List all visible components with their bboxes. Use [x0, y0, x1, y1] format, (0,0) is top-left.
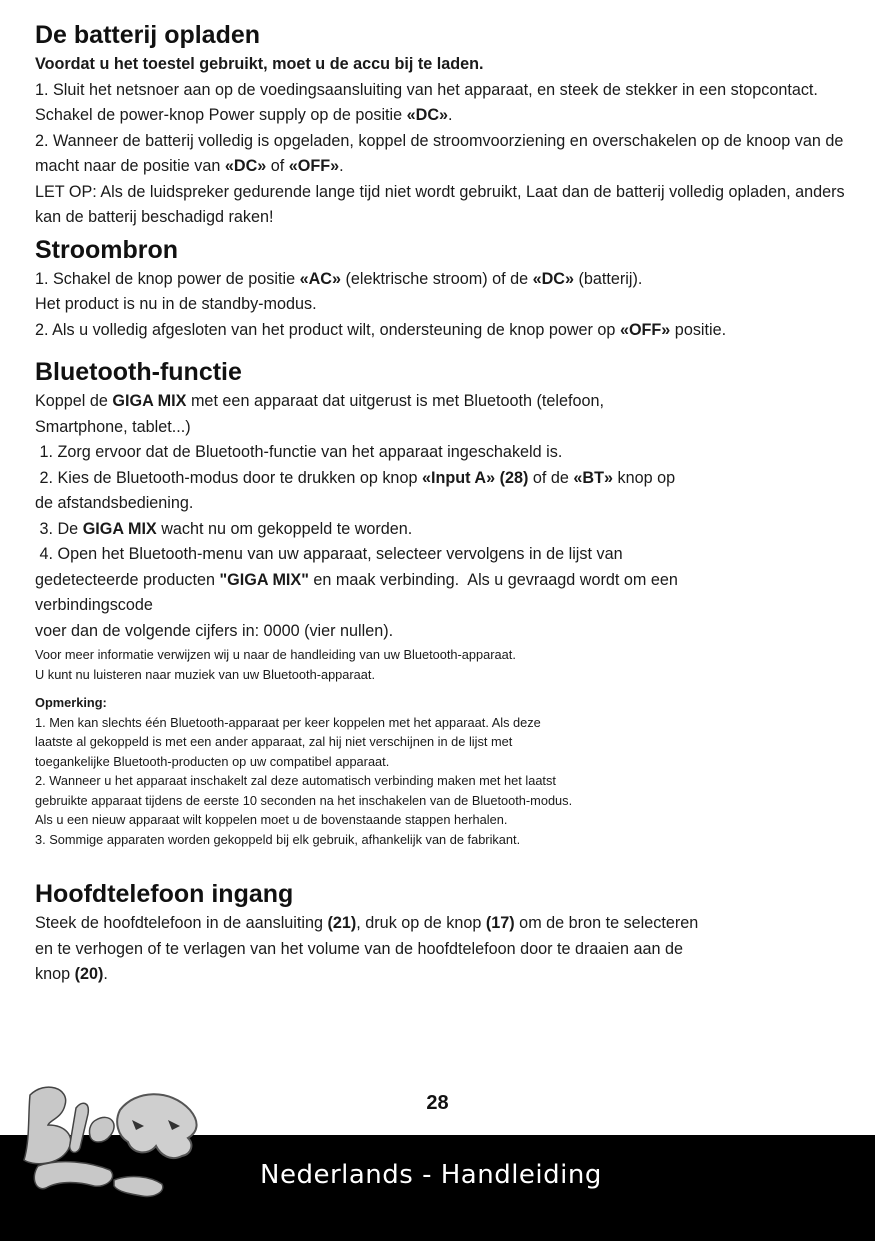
footer-title: Nederlands - Handleiding [260, 1160, 602, 1190]
section-title: Bluetooth-functie [35, 358, 242, 386]
bt-step-4: 4. Open het Bluetooth-menu van uw apparaat, selecteer vervolgens in de lijst van [35, 545, 623, 563]
note-line: laatste al gekoppeld is met een ander apparaat, zal hij niet verschijnen in de lijst met [35, 734, 513, 749]
panther-head-icon [117, 1094, 196, 1158]
note-line: toegankelijke Bluetooth-producten op uw compatibel apparaat. [35, 753, 390, 769]
note-line: 1. Men kan slechts één Bluetooth-apparaat per keer koppelen met het apparaat. Als deze [35, 714, 541, 730]
note-title: Opmerking: [35, 695, 107, 710]
bt-step-4-code: verbindingscode [35, 596, 153, 614]
battery-step-1: 1. Sluit het netsnoer aan op de voedingsaansluiting van het apparaat, en steek de stekker in een stopcontact. Schakel de power-knop Power supply op de positie «DC». [35, 80, 818, 124]
bt-step-2-cont: de afstandsbediening. [35, 494, 194, 512]
bt-step-1: 1. Zorg ervoor dat de Bluetooth-functie van het apparaat ingeschakeld is. [35, 443, 563, 461]
bt-note [35, 693, 865, 849]
hp-line-2: en te verhogen of te verlagen van het volume van de hoofdtelefoon door te draaien aan de [35, 939, 683, 958]
bt-info-line: U kunt nu luisteren naar muziek van uw Bluetooth-apparaat. [35, 666, 376, 682]
bt-step-3: 3. De GIGA MIX wacht nu om gekoppeld te worden. [35, 519, 413, 538]
black-panther-city-logo [10, 1070, 210, 1210]
section-battery-charging [35, 18, 865, 231]
section-power-source [35, 233, 865, 344]
section-headphone [35, 877, 865, 988]
battery-step-2: 2. Wanneer de batterij volledig is opgeladen, koppel de stroomvoorziening en overschakelen op de knoop van de macht naar de positie van «DC» of «OFF». [35, 131, 844, 175]
note-line: Als u een nieuw apparaat wilt koppelen moet u de bovenstaande stappen herhalen. [35, 812, 508, 827]
bt-step-4-cont: gedetecteerde producten "GIGA MIX" en maak verbinding. Als u gevraagd wordt om een [35, 570, 678, 589]
section-title: De batterij opladen [35, 21, 261, 49]
hp-line-3: knop (20). [35, 965, 108, 983]
power-step-1: 1. Schakel de knop power de positie «AC» (elektrische stroom) of de «DC» (batterij). [35, 269, 643, 288]
section-bluetooth [35, 355, 865, 849]
power-standby: Het product is nu in de standby-modus. [35, 295, 317, 313]
manual-content [35, 18, 865, 988]
note-line: 2. Wanneer u het apparaat inschakelt zal deze automatisch verbinding maken met het laatst [35, 773, 556, 788]
bt-intro-2: Smartphone, tablet...) [35, 417, 191, 436]
bt-info [35, 645, 865, 684]
power-step-2: 2. Als u volledig afgesloten van het product wilt, ondersteuning de knop power op «OFF» positie. [35, 320, 727, 339]
note-line: 3. Sommige apparaten worden gekoppeld bij elk gebruik, afhankelijk van de fabrikant. [35, 831, 521, 847]
battery-subtitle: Voordat u het toestel gebruikt, moet u de accu bij te laden. [35, 55, 484, 73]
page-number: 28 [426, 1092, 449, 1114]
section-title: Hoofdtelefoon ingang [35, 880, 294, 908]
battery-warning: LET OP: Als de luidspreker gedurende lange tijd niet wordt gebruikt, Laat dan de batterij volledig opladen, anders kan de batterij beschadigd raken! [35, 182, 845, 226]
hp-line-1: Steek de hoofdtelefoon in de aansluiting (21), druk op de knop (17) om de bron te selecteren [35, 914, 699, 932]
bt-intro: Koppel de GIGA MIX met een apparaat dat uitgerust is met Bluetooth (telefoon, [35, 392, 604, 410]
bt-step-2: 2. Kies de Bluetooth-modus door te drukken op knop «Input A» (28) of de «BT» knop op [35, 468, 676, 487]
note-line: gebruikte apparaat tijdens de eerste 10 seconden na het inschakelen van de Bluetooth-modus. [35, 792, 573, 808]
section-title: Stroombron [35, 235, 179, 264]
bt-info-line: Voor meer informatie verwijzen wij u naar de handleiding van uw Bluetooth-apparaat. [35, 647, 516, 662]
bt-step-4-digits: voer dan de volgende cijfers in: 0000 (vier nullen). [35, 621, 394, 640]
